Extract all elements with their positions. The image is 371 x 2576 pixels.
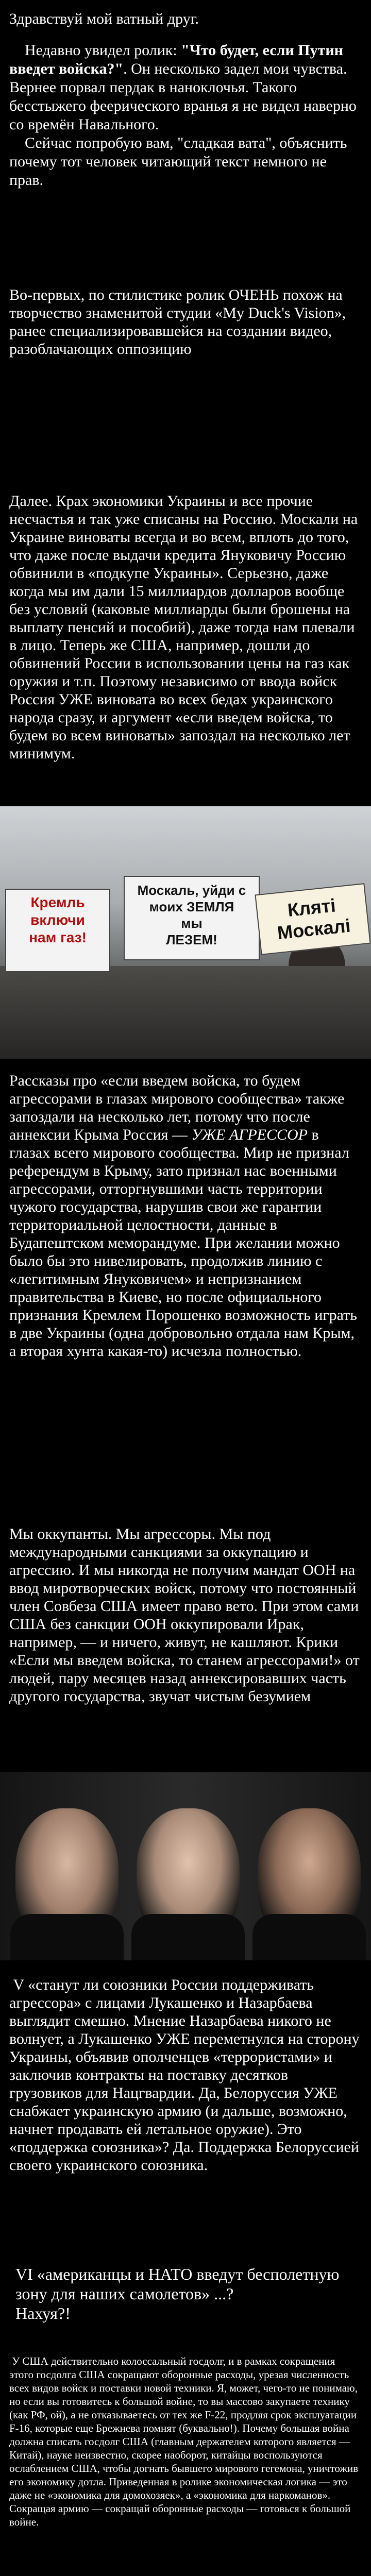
leader-suit	[252, 1914, 366, 1960]
paragraph-occupants: Мы оккупанты. Мы агрессоры. Мы под международными санкциями за оккупацию и агрессию. И мы никогда не получим мандат ООН на ввод миротворческих войск, потому что постоянный член Совбеза США имеет право вето. При этом сами США без санкции ООН оккупировали Ирак, например, — и ничего, живут, не кашляют. Крики «Если мы введем войска, то станем агрессорами!» от людей, пару месяцев назад аннексировавших часть другого государства, звучат чистым безумием	[9, 1526, 364, 1705]
protest-sign-klyati: Кляті Москалі	[255, 883, 370, 955]
no-fly-zone-question: VI «американцы и НАТО введут бесполетную зону для наших самолетов» ...?	[15, 2265, 344, 2303]
paragraph-style: Во-первых, по стилистике ролик ОЧЕНЬ похож на творчество знаменитой студии «My Duck's Vision», ранее специализировавшейся на создании видео, разоблачающих оппозицию	[9, 286, 350, 358]
greeting: Здравствуй мой ватный друг.	[9, 10, 199, 27]
paragraph-allies: V «станут ли союзники России поддерживать агрессора» с лицами Лукашенко и Назарбаева выглядит смешно. Мнение Назарбаева никого не волнует, а Лукашенко УЖЕ переметнулся на сторону Украины, объявив ополченцев «террористами» и заключив контракты на поставку десятков грузовиков для Нацгвардии. Да, Белоруссия УЖЕ снабжает украинскую армию (и дальше, возможно, начнет продавать ей летальное оружие). Это «поддержка союзника»? Да. Поддержка Белоруссией своего украинского союзника.	[9, 1976, 364, 2174]
intro-video-quote: "Что будет, если Путин введет войска?"	[9, 42, 347, 77]
intro-text-1: Недавно увидел ролик:	[9, 42, 181, 59]
protest-photo	[0, 806, 371, 1059]
leader-suit	[10, 1914, 124, 1960]
aggressor-emphasis: УЖЕ АГРЕССОР	[191, 1126, 308, 1143]
intro-text-2: . Он несколько задел мои чувства. Вернее порвал пердак в наноклочья. Такого бесстыжего феерического вранья я не видел наверно со времён Навального. Сейчас попробую вам, "сладкая вата", объяснить почему тот человек читающий текст немного не прав.	[9, 60, 357, 189]
no-fly-zone-answer: Нахуя?!	[15, 2304, 71, 2323]
aggressor-text-1: Рассказы про «если введем войска, то будем агрессорами в глазах мирового сообщества» также запоздали на несколько лет, потому что после аннексии Крыма Россия —	[9, 1072, 348, 1143]
paragraph-us-debt: У США действительно колоссальный госдолг, и в рамках сокращения этого госдолга США сокращают оборонные расходы, урезая численность всех видов войск и поставки новой техники. Я, может, чего-то не понимаю, но если вы готовитесь к большой войне, то вы массово закупаете технику (как РФ, ой), а не отказываетесь от тех же F-22, продляя срок эксплуатации F-16, которые еще Брежнева помнят (буквально!). Почему большая война должна списать госдолг США (главным держателем которого является — Китай), науке неизвестно, скорее наоборот, китайцы воспользуются ослаблением США, чтобы догнать бывшего мирового гегемона, уничтожив его экономику дотла. Приведенная в ролике экономическая логика — это даже не «экономика для домохозяек», а «экономика для наркоманов». Сокращая армию — сокращай оборонные расходы — готовься к большой войне.	[9, 2355, 361, 2528]
leader-suit	[131, 1914, 245, 1960]
protest-sign-gas: Кремль включи нам газ!	[5, 889, 110, 972]
no-fly-zone-heading	[15, 2264, 350, 2323]
paragraph-economy: Далее. Крах экономики Украины и все прочие несчастья и так уже списаны на Россию. Москали на Украине виноваты всегда и во всем, вплоть до того, что даже после выдачи кредита Януковичу Россию обвинили в «подкупе Украины». Серьезно, даже когда мы им дали 15 миллиардов долларов вообще без условий (каковые миллиарды были брошены на выплату пенсий и пособий), даже тогда нам плевали в лицо. Теперь же США, например, дошли до обвинений России в использовании цены на газ как оружия и т.п. Поэтому независимо от ввода войск Россия УЖЕ виновата во всех бедах украинского народа сразу, и аргумент «если введем войска, то будем во всем виноваты» запоздал на несколько лет минимум.	[9, 493, 362, 762]
paragraph-aggressor	[9, 1072, 362, 1360]
intro-paragraph	[9, 41, 362, 190]
leaders-photo	[0, 1772, 371, 1960]
crowd	[0, 966, 371, 1059]
protest-sign-moskal: Москаль, уйди с моих ЗЕМЛЯ мы ЛЕЗЕМ!	[124, 876, 260, 960]
aggressor-text-2: в глазах всего мирового сообщества. Мир не признал референдум в Крыму, зато признал нас военными агрессорами, отторгнувшими часть территории чужого государства, нарушив свои же гарантии территориальной целостности, данные в Будапештском меморандуме. При желании можно было бы это нивелировать, продолжив линию с «легитимным Януковичем» и непризнанием правительства в Киеве, но после официального признания Кремлем Порошенко возможность играть в две Украины (одна добровольно отдала нам Крым, а вторая хунта какая-то) исчезла полностью.	[9, 1126, 361, 1360]
